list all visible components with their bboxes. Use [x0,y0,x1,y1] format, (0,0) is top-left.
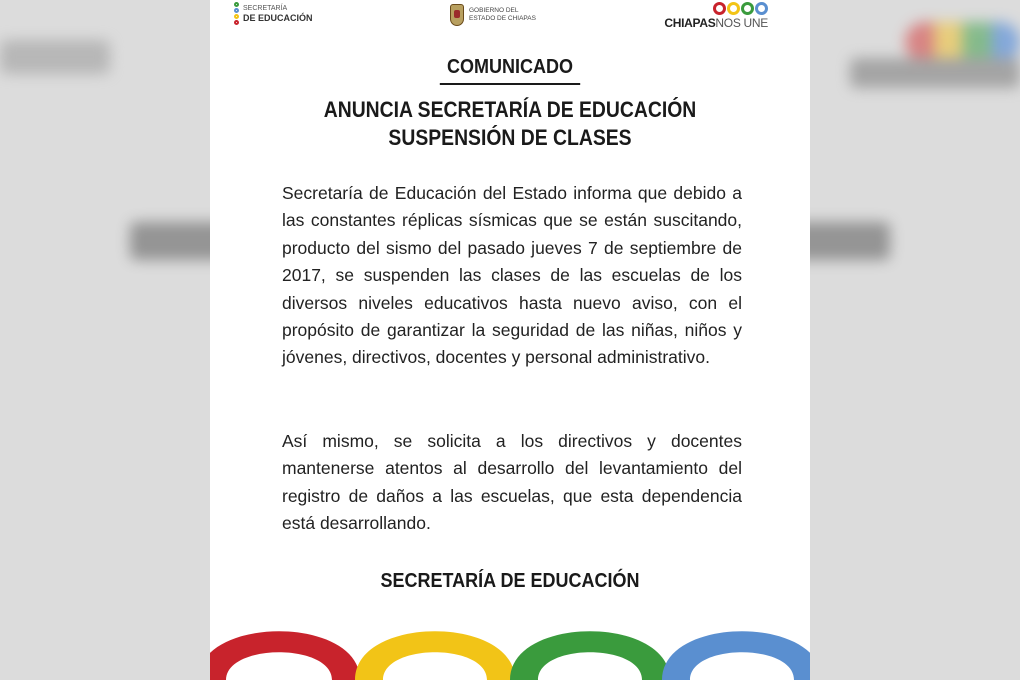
logo-right-bold: CHIAPAS [664,16,716,30]
green-arc [510,631,670,680]
paragraph-1: Secretaría de Educación del Estado informa que debido a las constantes réplicas sísmicas que se están suscitando, producto del sismo del pasado jueves 7 de septiembre de 2017, se suspenden las clases de las escuelas de los diversos niveles educativos hasta nuevo aviso, con el propósito de garantizar la seguridad de las niñas, niños y jóvenes, directivos, docentes y personal administrativo. [282,183,742,368]
yellow-arc [355,631,515,680]
coat-of-arms-icon [450,4,464,26]
signature: SECRETARÍA DE EDUCACIÓN [380,570,640,592]
colored-dots-icon [234,2,239,25]
headline [246,96,774,152]
logo-center-line1: GOBIERNO DEL [469,7,519,14]
logo-left-line2: DE EDUCACIÓN [243,13,313,23]
chiapas-nos-une-logo [664,2,768,30]
blurred-logo-right [850,58,1020,88]
logo-right-light: NOS UNE [715,16,768,30]
gobierno-chiapas-logo [450,4,536,26]
secretaria-educacion-logo [234,2,313,25]
blurred-logo-left [0,40,110,74]
blue-arc [662,631,810,680]
comunicado-label: COMUNICADO [440,56,580,85]
decorative-arcs [210,615,810,680]
logo-left-line1: SECRETARÍA [243,5,288,12]
header-logos [210,0,810,40]
document-label [210,56,810,85]
paragraph-2: Así mismo, se solicita a los directivos y docentes mantenerse atentos al desarrollo del levantamiento del registro de daños a las escuelas, que esta dependencia está desarrollando. [282,431,742,534]
colored-rings-icon [664,2,768,15]
announcement-document [210,0,810,680]
logo-center-line2: ESTADO DE CHIAPAS [469,15,536,22]
headline-line1: ANUNCIA SECRETARÍA DE EDUCACIÓN [323,97,697,122]
headline-line2: SUSPENSIÓN DE CLASES [388,125,632,150]
red-arc [210,631,360,680]
blurred-logo-rings [905,22,1020,62]
